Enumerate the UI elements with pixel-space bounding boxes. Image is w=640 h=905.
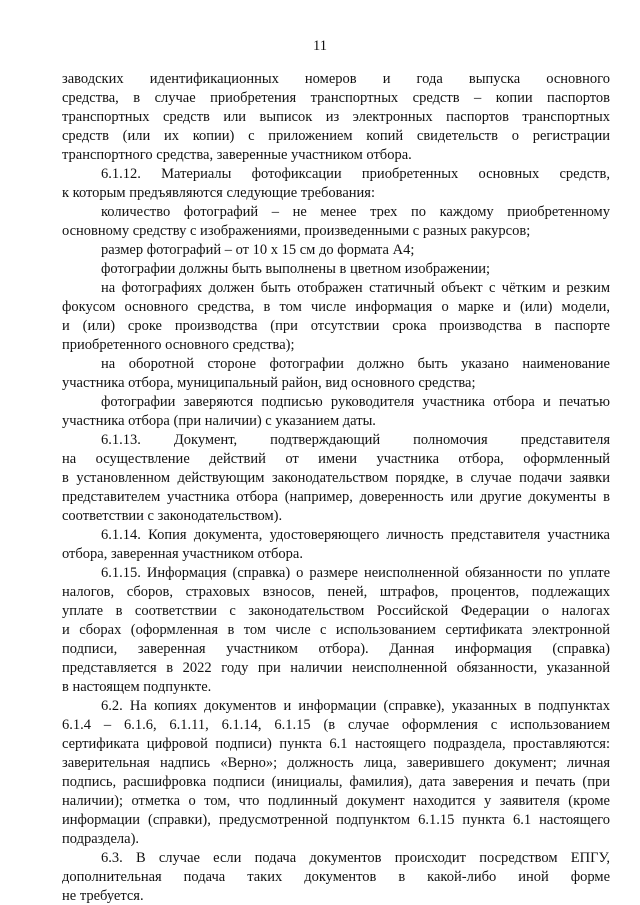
text-line: заверительная надпись «Верно»; должность лица, заверившего документ; личная xyxy=(62,755,610,771)
text-line: подраздела). xyxy=(62,831,140,847)
text-line: 6.1.13. Документ, подтверждающий полномочия представителя xyxy=(101,432,610,448)
text-line: 6.1.4 – 6.1.6, 6.1.11, 6.1.14, 6.1.15 (в случае оформления с использованием xyxy=(62,717,610,733)
text-line: отбора, заверенная участником отбора. xyxy=(62,546,303,562)
text-line: не требуется. xyxy=(62,888,144,904)
text-line: основному средству с изображениями, произведенными с разных ракурсов; xyxy=(62,223,531,239)
text-line: заводских идентификационных номеров и года выпуска основного xyxy=(62,71,610,87)
text-line: и сборах (оформленная в том числе с использованием сертификата электронной xyxy=(62,622,610,638)
text-line: к которым предъявляются следующие требования: xyxy=(62,185,375,201)
text-line: представляется в 2022 году при наличии неисполненной обязанности, указанной xyxy=(62,660,610,676)
page-number: 11 xyxy=(313,38,327,54)
text-line: соответствии с законодательством). xyxy=(62,508,283,524)
text-line: уплате в соответствии с законодательством Российской Федерации о налогах xyxy=(62,603,610,619)
text-line: дополнительная подача таких документов в какой-либо иной форме xyxy=(62,869,610,885)
text-line: наличии); отметка о том, что подлинный документ находится у заявителя (кроме xyxy=(62,793,610,809)
text-line: в настоящем подпункте. xyxy=(62,679,212,695)
text-line: в установленном действующим законодательством порядке, в случае подачи заявки xyxy=(62,470,610,486)
text-line: на осуществление действий от имени участника отбора, оформленный xyxy=(62,451,610,467)
text-line: представителем участника отбора (например, доверенность или другие документы в xyxy=(62,489,610,505)
text-line: количество фотографий – не менее трех по каждому приобретенному xyxy=(101,204,610,220)
text-line: 6.1.15. Информация (справка) о размере неисполненной обязанности по уплате xyxy=(101,565,610,581)
text-line: налогов, сборов, страховых взносов, пеней, штрафов, процентов, подлежащих xyxy=(62,584,610,600)
text-line: на фотографиях должен быть отображен статичный объект с чётким и резким xyxy=(101,280,610,296)
text-line: приобретенного основного средства); xyxy=(62,337,295,353)
text-line: 6.3. В случае если подача документов происходит посредством ЕПГУ, xyxy=(101,850,610,866)
text-line: 6.2. На копиях документов и информации (справке), указанных в подпунктах xyxy=(101,698,610,714)
text-line: фотографии должны быть выполнены в цветном изображении; xyxy=(101,261,491,277)
text-line: средств (или их копии) с приложением копий свидетельств о регистрации xyxy=(62,128,610,144)
text-line: подпись, расшифровка подписи (инициалы, фамилия), дата заверения и печать (при xyxy=(62,774,610,790)
text-line: 6.1.12. Материалы фотофиксации приобретенных основных средств, xyxy=(101,166,610,182)
text-line: участника отбора (при наличии) с указанием даты. xyxy=(62,413,376,429)
text-line: 6.1.14. Копия документа, удостоверяющего личность представителя участника xyxy=(101,527,610,543)
text-line: фотографии заверяются подписью руководителя участника отбора и печатью xyxy=(101,394,610,410)
text-line: размер фотографий – от 10 x 15 см до формата А4; xyxy=(101,242,415,258)
text-line: и (или) сроке производства (при отсутствии срока производства в паспорте xyxy=(62,318,610,334)
text-line: сертификата цифровой подписи) пункта 6.1 настоящего подраздела, проставляются: xyxy=(62,736,610,752)
text-line: на оборотной стороне фотографии должно быть указано наименование xyxy=(101,356,610,372)
text-line: транспортного средства, заверенные участником отбора. xyxy=(62,147,412,163)
text-line: средства, в случае приобретения транспортных средств – копии паспортов xyxy=(62,90,610,106)
text-line: информации (справки), предусмотренной подпунктом 6.1.15 пункта 6.1 настоящего xyxy=(62,812,610,828)
text-line: участника отбора, муниципальный район, вид основного средства; xyxy=(62,375,476,391)
text-line: подписи, заверенная участником отбора). Данная информация (справка) xyxy=(62,641,610,657)
text-line: фокусом основного средства, в том числе информация о марке и (или) модели, xyxy=(62,299,610,315)
text-line: транспортных средств или выписок из электронных паспортов транспортных xyxy=(62,109,610,125)
